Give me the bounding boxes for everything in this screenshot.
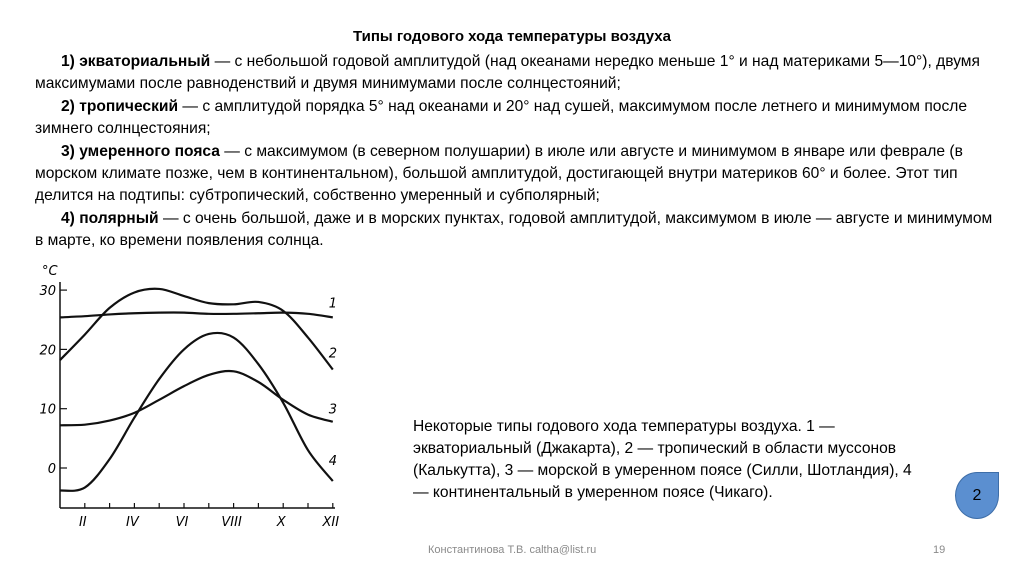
figure-caption: Некоторые типы годового хода температуры воздуха. 1 — экваториальный (Джакарта), 2 — тропический в области муссонов (Калькутта), 3 — морской в умеренном поясе (Силли, Шотландия), 4 — континентальный в умеренном поясе (Чикаго). xyxy=(413,418,912,501)
x-tick-label: IV xyxy=(126,515,139,530)
paragraph-label: 3) умеренного пояса xyxy=(61,142,220,160)
chart-series xyxy=(60,289,337,491)
y-tick-label: 10 xyxy=(39,402,56,418)
page-number: 19 xyxy=(933,544,946,556)
y-tick-label: 20 xyxy=(39,343,56,359)
paragraph-label: 4) полярный xyxy=(61,209,159,227)
droplet-badge xyxy=(955,472,999,519)
paragraph-label: 2) тропический xyxy=(61,97,179,115)
paragraph-label: 1) экваториальный xyxy=(61,53,211,70)
footer-author: Константинова Т.В. caltha@list.ru xyxy=(428,544,597,556)
series-label-1: 1 xyxy=(328,296,338,312)
series-line-4 xyxy=(60,333,333,491)
series-label-2: 2 xyxy=(328,346,338,362)
x-tick-label: XII xyxy=(322,515,340,530)
x-tick-label: II xyxy=(78,515,87,530)
y-axis-unit: °C xyxy=(42,264,58,279)
chart-axes xyxy=(39,264,339,530)
slide-title: Типы годового хода температуры воздуха xyxy=(353,28,671,45)
y-tick-label: 0 xyxy=(47,462,56,477)
paragraph-text: — с максимумом (в северном полушарии) в июле или августе и минимумом в январе или феврале (в морском климате позже, чем в континентальном), большой амплитудой, достигающей внутри материков 60° и более. Этот тип делится на подтипы: субтропический, собственно умеренный и субполярный; xyxy=(35,142,963,205)
x-tick-label: VIII xyxy=(221,515,242,530)
y-tick-label: 30 xyxy=(39,284,56,300)
paragraph-text: — с небольшой годовой амплитудой (над океанами нередко меньше 1° и над материками 5—10°), двумя максимумами после равноденствий и двумя минимумами после солнцестояний; xyxy=(35,53,980,93)
x-tick-label: VI xyxy=(175,515,189,530)
badge-number: 2 xyxy=(972,486,982,504)
paragraph-text: — с амплитудой порядка 5° над океанами и 20° над сушей, максимумом после летнего и минимумом после зимнего солнцестояния; xyxy=(35,97,968,138)
series-label-4: 4 xyxy=(328,454,338,470)
x-tick-label: X xyxy=(276,515,286,530)
series-label-3: 3 xyxy=(328,402,338,418)
paragraph-text: — с очень большой, даже и в морских пунктах, годовой амплитудой, максимумом в июле — августе и минимумом в марте, ко времени появления солнца. xyxy=(35,209,993,250)
series-line-2 xyxy=(60,289,333,370)
